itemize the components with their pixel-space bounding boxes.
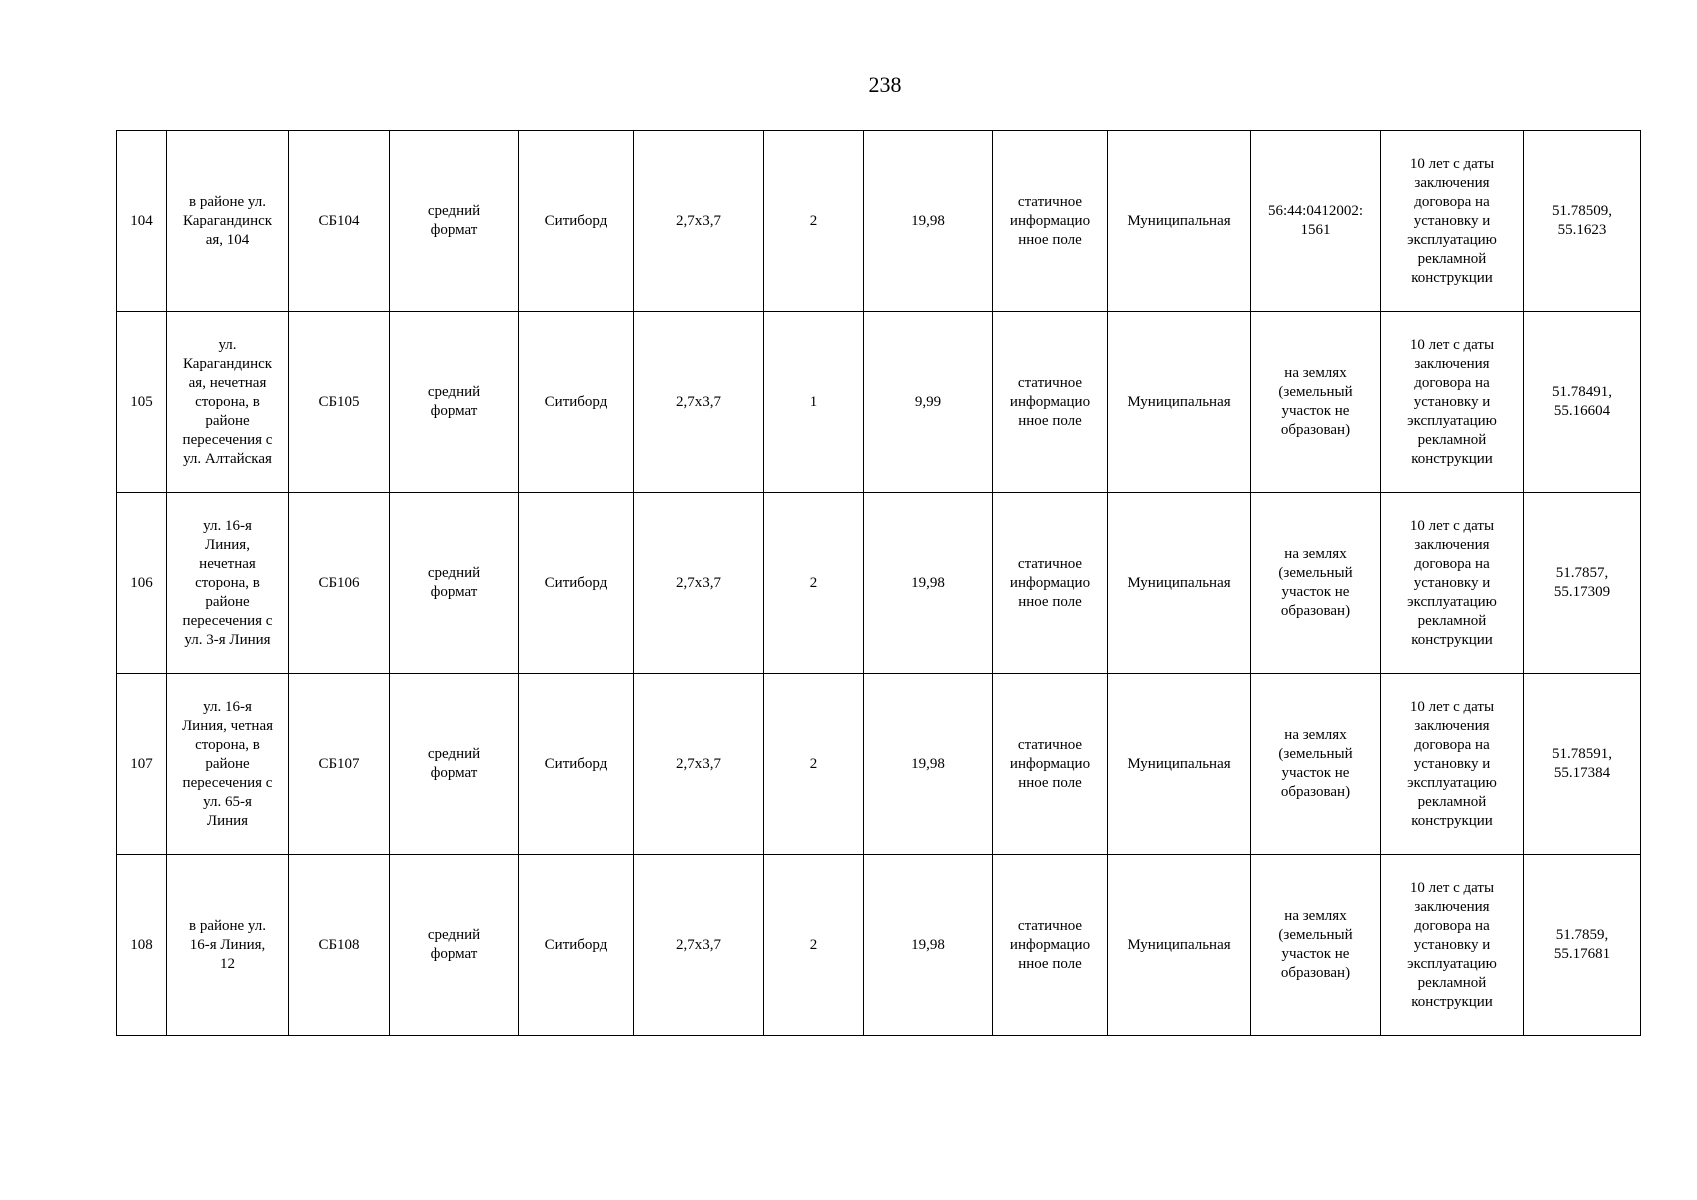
structure-type-cell: Ситиборд: [519, 131, 634, 312]
structure-code-cell: СБ105: [289, 312, 390, 493]
coordinates-cell: 51.78491, 55.16604: [1524, 312, 1641, 493]
structure-code-cell: СБ107: [289, 674, 390, 855]
ownership-cell: Муниципальная: [1108, 312, 1251, 493]
location-cell: в районе ул. 16-я Линия, 12: [167, 855, 289, 1036]
format-cell: средний формат: [390, 131, 519, 312]
term-cell: 10 лет с даты заключения договора на установку и эксплуатацию рекламной конструкции: [1381, 674, 1524, 855]
area-cell: 19,98: [864, 674, 993, 855]
term-cell: 10 лет с даты заключения договора на установку и эксплуатацию рекламной конструкции: [1381, 312, 1524, 493]
page-number: 238: [868, 72, 902, 97]
sides-cell: 1: [764, 312, 864, 493]
area-cell: 19,98: [864, 131, 993, 312]
format-cell: средний формат: [390, 855, 519, 1036]
term-cell: 10 лет с даты заключения договора на установку и эксплуатацию рекламной конструкции: [1381, 131, 1524, 312]
format-cell: средний формат: [390, 674, 519, 855]
structure-code-cell: СБ104: [289, 131, 390, 312]
ownership-cell: Муниципальная: [1108, 493, 1251, 674]
structure-type-cell: Ситиборд: [519, 855, 634, 1036]
coordinates-cell: 51.78509, 55.1623: [1524, 131, 1641, 312]
location-cell: ул. 16-я Линия, четная сторона, в районе пересечения с ул. 65-я Линия: [167, 674, 289, 855]
format-cell: средний формат: [390, 493, 519, 674]
location-cell: ул. 16-я Линия, нечетная сторона, в районе пересечения с ул. 3-я Линия: [167, 493, 289, 674]
table-row: [117, 493, 1641, 674]
structure-type-cell: Ситиборд: [519, 674, 634, 855]
ownership-cell: Муниципальная: [1108, 855, 1251, 1036]
cadastral-cell: 56:44:0412002: 1561: [1251, 131, 1381, 312]
table-row: [117, 855, 1641, 1036]
cadastral-cell: на землях (земельный участок не образован): [1251, 312, 1381, 493]
sides-cell: 2: [764, 674, 864, 855]
coordinates-cell: 51.7859, 55.17681: [1524, 855, 1641, 1036]
coordinates-cell: 51.78591, 55.17384: [1524, 674, 1641, 855]
row-number-cell: 106: [117, 493, 167, 674]
ownership-cell: Муниципальная: [1108, 131, 1251, 312]
term-cell: 10 лет с даты заключения договора на установку и эксплуатацию рекламной конструкции: [1381, 855, 1524, 1036]
row-number-cell: 105: [117, 312, 167, 493]
area-cell: 19,98: [864, 493, 993, 674]
structure-type-cell: Ситиборд: [519, 493, 634, 674]
row-number-cell: 108: [117, 855, 167, 1036]
area-cell: 19,98: [864, 855, 993, 1036]
cadastral-cell: на землях (земельный участок не образован): [1251, 674, 1381, 855]
ad-structures-table: [116, 130, 1641, 1036]
size-cell: 2,7х3,7: [634, 855, 764, 1036]
info-field-cell: статичное информацио нное поле: [993, 131, 1108, 312]
table-row: [117, 312, 1641, 493]
size-cell: 2,7х3,7: [634, 131, 764, 312]
size-cell: 2,7х3,7: [634, 312, 764, 493]
location-cell: ул. Карагандинск ая, нечетная сторона, в районе пересечения с ул. Алтайская: [167, 312, 289, 493]
info-field-cell: статичное информацио нное поле: [993, 674, 1108, 855]
sides-cell: 2: [764, 131, 864, 312]
table-row: [117, 131, 1641, 312]
cadastral-cell: на землях (земельный участок не образован): [1251, 493, 1381, 674]
location-cell: в районе ул. Карагандинск ая, 104: [167, 131, 289, 312]
structure-type-cell: Ситиборд: [519, 312, 634, 493]
size-cell: 2,7х3,7: [634, 674, 764, 855]
info-field-cell: статичное информацио нное поле: [993, 855, 1108, 1036]
structure-code-cell: СБ106: [289, 493, 390, 674]
format-cell: средний формат: [390, 312, 519, 493]
term-cell: 10 лет с даты заключения договора на установку и эксплуатацию рекламной конструкции: [1381, 493, 1524, 674]
area-cell: 9,99: [864, 312, 993, 493]
row-number-cell: 104: [117, 131, 167, 312]
size-cell: 2,7х3,7: [634, 493, 764, 674]
row-number-cell: 107: [117, 674, 167, 855]
info-field-cell: статичное информацио нное поле: [993, 493, 1108, 674]
ownership-cell: Муниципальная: [1108, 674, 1251, 855]
structure-code-cell: СБ108: [289, 855, 390, 1036]
info-field-cell: статичное информацио нное поле: [993, 312, 1108, 493]
table-row: [117, 674, 1641, 855]
coordinates-cell: 51.7857, 55.17309: [1524, 493, 1641, 674]
sides-cell: 2: [764, 855, 864, 1036]
cadastral-cell: на землях (земельный участок не образован): [1251, 855, 1381, 1036]
sides-cell: 2: [764, 493, 864, 674]
